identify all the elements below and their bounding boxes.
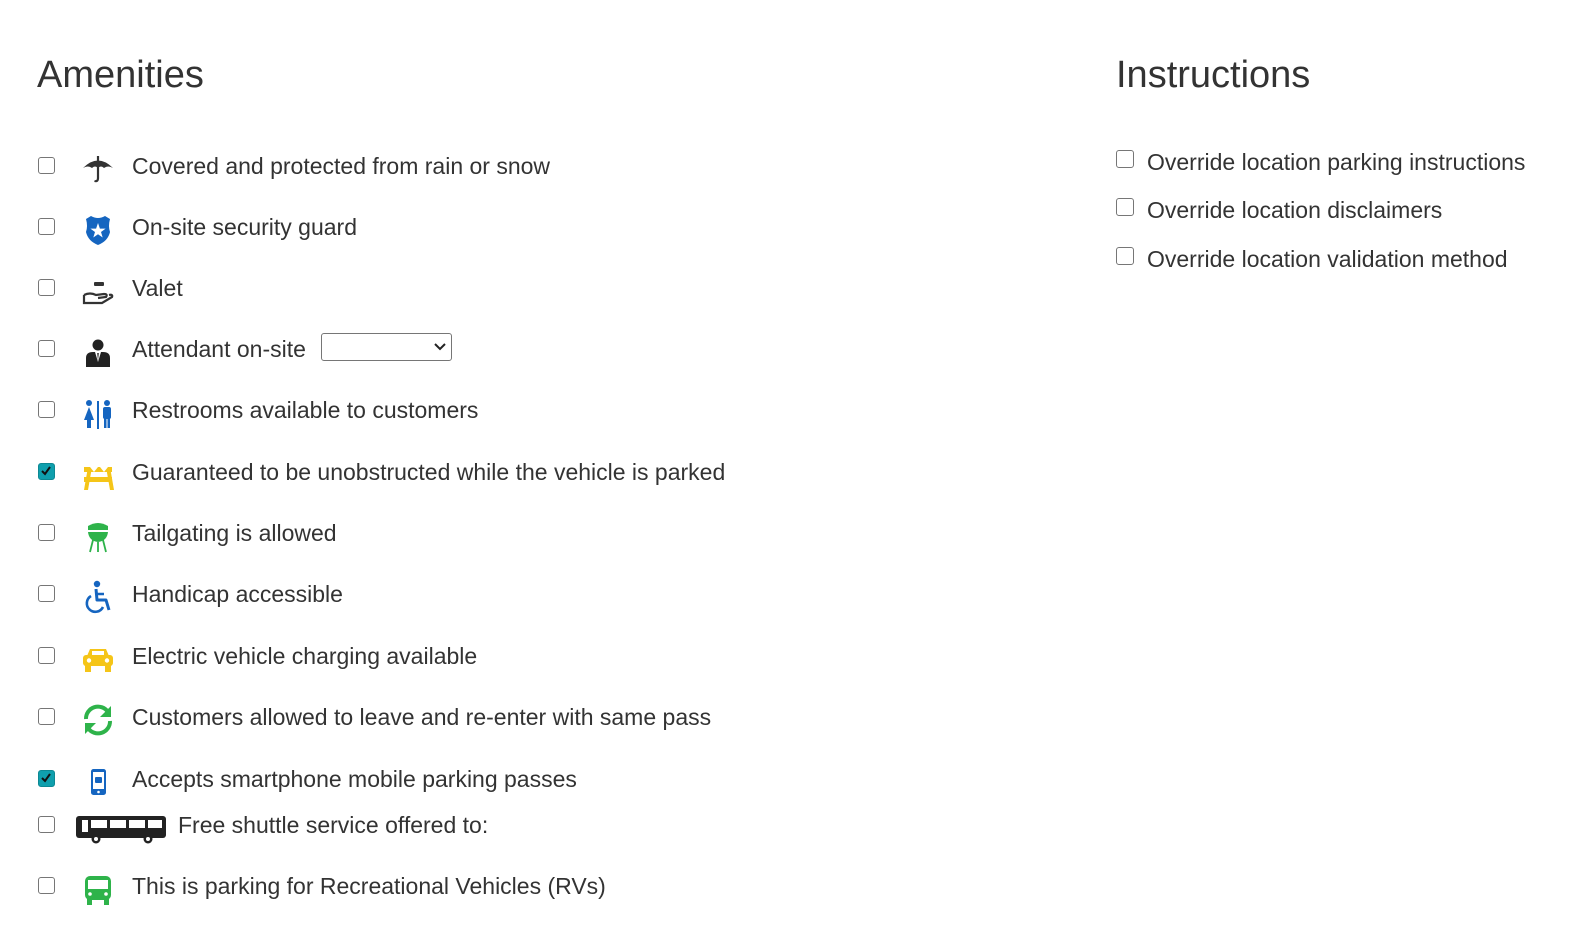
amenity-row-valet xyxy=(0,273,1000,319)
amenity-label: This is parking for Recreational Vehicles (RVs) xyxy=(132,873,606,899)
amenity-checkbox-security[interactable] xyxy=(38,218,55,235)
amenity-checkbox-reenter[interactable] xyxy=(38,708,55,725)
instruction-label: Override location validation method xyxy=(1147,246,1508,272)
amenity-label: On-site security guard xyxy=(132,214,357,240)
instruction-checkbox-disclaimers[interactable] xyxy=(1116,198,1134,216)
amenity-checkbox-valet[interactable] xyxy=(38,279,55,296)
instruction-row-validation xyxy=(1116,245,1566,285)
instruction-checkbox-validation[interactable] xyxy=(1116,247,1134,265)
rv-icon xyxy=(80,871,116,907)
instructions-heading: Instructions xyxy=(1116,54,1311,96)
chevron-down-icon xyxy=(434,343,446,351)
amenity-checkbox-attendant[interactable] xyxy=(38,340,55,357)
amenity-checkbox-restrooms[interactable] xyxy=(38,401,55,418)
amenity-row-tailgating xyxy=(0,518,1000,564)
amenity-label: Tailgating is allowed xyxy=(132,520,337,546)
amenity-checkbox-shuttle[interactable] xyxy=(38,816,55,833)
amenity-label: Accepts smartphone mobile parking passes xyxy=(132,766,577,792)
instruction-label: Override location disclaimers xyxy=(1147,197,1443,223)
instruction-label: Override location parking instructions xyxy=(1147,149,1526,175)
amenity-checkbox-handicap[interactable] xyxy=(38,585,55,602)
refresh-icon xyxy=(80,702,116,738)
amenity-checkbox-unobstructed[interactable] xyxy=(38,463,55,480)
instruction-row-parking xyxy=(1116,148,1566,188)
smartphone-icon xyxy=(80,764,116,800)
amenity-row-rv xyxy=(0,871,1000,917)
amenity-label: Customers allowed to leave and re-enter with same pass xyxy=(132,704,712,730)
valet-hand-icon xyxy=(80,273,116,309)
restroom-icon xyxy=(80,395,116,431)
attendant-icon xyxy=(80,334,116,370)
police-badge-icon xyxy=(80,212,116,248)
grill-icon xyxy=(80,518,116,554)
amenity-row-reenter xyxy=(0,702,1000,748)
amenity-checkbox-ev-charging[interactable] xyxy=(38,647,55,664)
amenity-row-attendant xyxy=(0,334,1000,380)
amenity-row-shuttle xyxy=(0,810,1000,856)
barrier-icon xyxy=(80,457,116,493)
amenity-label: Guaranteed to be unobstructed while the vehicle is parked xyxy=(132,459,726,485)
wheelchair-icon xyxy=(80,579,116,615)
instruction-checkbox-parking[interactable] xyxy=(1116,150,1134,168)
amenity-checkbox-tailgating[interactable] xyxy=(38,524,55,541)
amenity-label: Handicap accessible xyxy=(132,581,343,607)
amenity-row-smartphone xyxy=(0,764,1000,810)
amenity-row-covered xyxy=(0,151,1000,197)
amenity-label: Covered and protected from rain or snow xyxy=(132,153,551,179)
amenity-row-unobstructed xyxy=(0,457,1000,503)
amenity-row-restrooms xyxy=(0,395,1000,441)
checkmark-icon xyxy=(40,465,52,477)
umbrella-icon xyxy=(80,151,116,187)
instruction-row-disclaimers xyxy=(1116,196,1566,236)
amenity-row-handicap xyxy=(0,579,1000,625)
amenity-label: Free shuttle service offered to: xyxy=(178,812,489,838)
amenity-label: Attendant on-site xyxy=(132,336,306,362)
car-icon xyxy=(80,641,116,677)
bus-icon xyxy=(74,814,168,844)
amenity-label: Restrooms available to customers xyxy=(132,397,479,423)
amenity-checkbox-covered[interactable] xyxy=(38,157,55,174)
amenity-label: Electric vehicle charging available xyxy=(132,643,478,669)
amenity-label: Valet xyxy=(132,275,183,301)
attendant-select[interactable] xyxy=(321,333,452,361)
checkmark-icon xyxy=(40,772,52,784)
amenity-checkbox-rv[interactable] xyxy=(38,877,55,894)
amenity-checkbox-smartphone[interactable] xyxy=(38,770,55,787)
amenities-heading: Amenities xyxy=(37,54,204,96)
amenity-row-ev-charging xyxy=(0,641,1000,687)
amenity-row-security xyxy=(0,212,1000,258)
